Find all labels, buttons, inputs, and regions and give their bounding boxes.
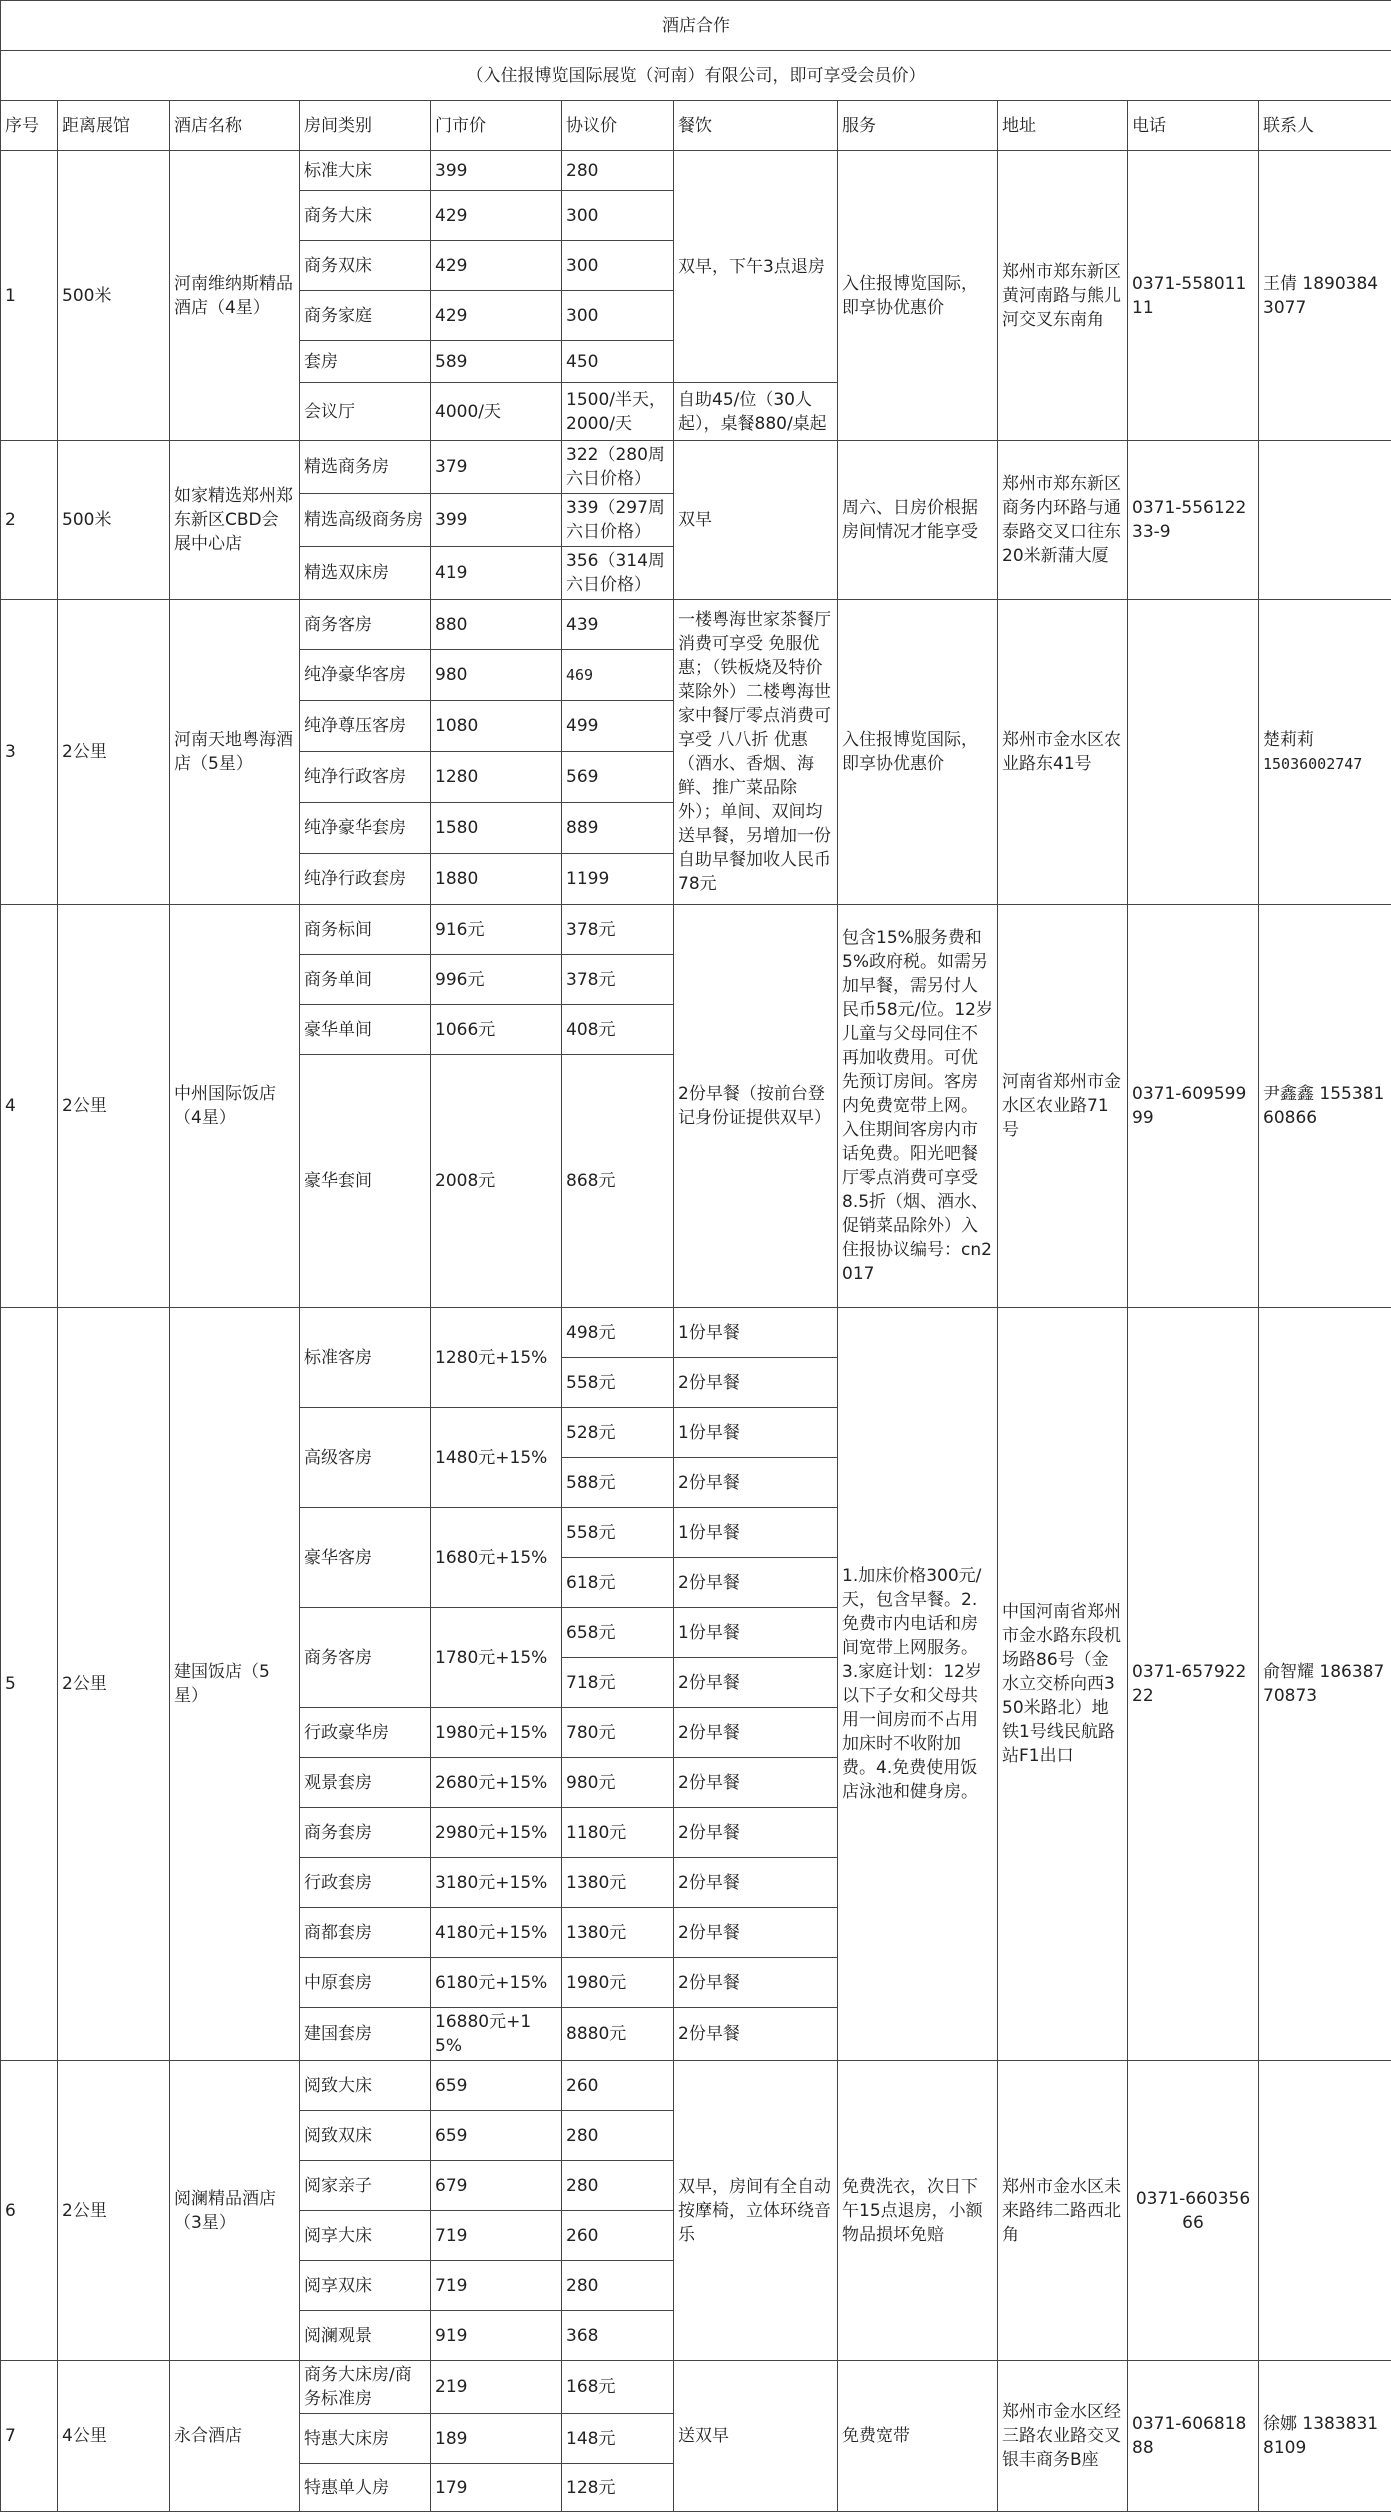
hotel-distance: 2公里 xyxy=(58,1308,170,2061)
rack-price: 1080 xyxy=(431,701,562,752)
deal-price: 280 xyxy=(562,151,674,191)
meal-info-banquet: 自助45/位（30人起），桌餐880/桌起 xyxy=(674,383,838,441)
hotel-name: 河南天地粤海酒店（5星） xyxy=(170,600,300,905)
hotel-no: 5 xyxy=(1,1308,58,2061)
deal-price: 569 xyxy=(562,752,674,803)
service-info: 1.加床价格300元/天，包含早餐。2.免费市内电话和房间宽带上网服务。3.家庭计划：12岁以下子女和父母共用一间房而不占用加床时不收附加费。4.免费使用饭店泳池和健身房。 xyxy=(838,1308,998,2061)
header-deal-price: 协议价 xyxy=(562,101,674,151)
deal-price: 280 xyxy=(562,2161,674,2211)
meal-info: 2份早餐 xyxy=(674,1808,838,1858)
meal-info: 2份早餐 xyxy=(674,1558,838,1608)
rack-price: 1280元+15% xyxy=(431,1308,562,1408)
phone: 0371-60681888 xyxy=(1128,2361,1259,2512)
meal-info: 2份早餐 xyxy=(674,1708,838,1758)
deal-price: 356（314周六日价格） xyxy=(562,547,674,600)
room-type: 阅致双床 xyxy=(300,2111,431,2161)
header-phone: 电话 xyxy=(1128,101,1259,151)
hotel-name: 如家精选郑州郑东新区CBD会展中心店 xyxy=(170,441,300,600)
rack-price: 719 xyxy=(431,2211,562,2261)
contact xyxy=(1259,2061,1391,2361)
hotel-no: 3 xyxy=(1,600,58,905)
rack-price: 1480元+15% xyxy=(431,1408,562,1508)
address: 河南省郑州市金水区农业路71号 xyxy=(998,905,1128,1308)
contact: 俞智耀 18638770873 xyxy=(1259,1308,1391,2061)
deal-price: 300 xyxy=(562,191,674,241)
room-type: 商务套房 xyxy=(300,1808,431,1858)
rack-price: 1066元 xyxy=(431,1005,562,1055)
meal-info: 送双早 xyxy=(674,2361,838,2512)
rack-price: 3180元+15% xyxy=(431,1858,562,1908)
deal-price: 618元 xyxy=(562,1558,674,1608)
hotel-name: 河南维纳斯精品酒店（4星） xyxy=(170,151,300,441)
rack-price: 659 xyxy=(431,2061,562,2111)
deal-price: 168元 xyxy=(562,2361,674,2414)
room-type: 纯净豪华客房 xyxy=(300,650,431,701)
hotel-name: 阅澜精品酒店（3星） xyxy=(170,2061,300,2361)
room-type: 商务大床房/商务标准房 xyxy=(300,2361,431,2414)
hotel-name: 建国饭店（5星） xyxy=(170,1308,300,2061)
rack-price: 980 xyxy=(431,650,562,701)
deal-price: 1380元 xyxy=(562,1858,674,1908)
deal-price: 8880元 xyxy=(562,2008,674,2061)
deal-price: 280 xyxy=(562,2111,674,2161)
rack-price: 179 xyxy=(431,2464,562,2512)
header-hotel-name: 酒店名称 xyxy=(170,101,300,151)
deal-price: 378元 xyxy=(562,955,674,1005)
room-type: 特惠大床房 xyxy=(300,2414,431,2464)
header-contact: 联系人 xyxy=(1259,101,1391,151)
service-info: 入住报博览国际，即享协优惠价 xyxy=(838,600,998,905)
meal-info: 双早，下午3点退房 xyxy=(674,151,838,383)
hotel-distance: 2公里 xyxy=(58,905,170,1308)
deal-price: 280 xyxy=(562,2261,674,2311)
room-type: 纯净尊压客房 xyxy=(300,701,431,752)
address: 郑州市郑东新区商务内环路与通泰路交叉口往东20米新蒲大厦 xyxy=(998,441,1128,600)
meal-info: 2份早餐 xyxy=(674,1958,838,2008)
room-type: 精选商务房 xyxy=(300,441,431,494)
deal-price: 378元 xyxy=(562,905,674,955)
room-type: 豪华套间 xyxy=(300,1055,431,1308)
room-type: 阅澜观景 xyxy=(300,2311,431,2361)
header-distance: 距离展馆 xyxy=(58,101,170,151)
room-type: 商都套房 xyxy=(300,1908,431,1958)
rack-price: 719 xyxy=(431,2261,562,2311)
hotel-name: 永合酒店 xyxy=(170,2361,300,2512)
meal-info: 1份早餐 xyxy=(674,1508,838,1558)
deal-price: 260 xyxy=(562,2061,674,2111)
room-type: 商务标间 xyxy=(300,905,431,955)
room-type: 标准大床 xyxy=(300,151,431,191)
meal-info: 2份早餐 xyxy=(674,2008,838,2061)
header-rack-price: 门市价 xyxy=(431,101,562,151)
room-type: 会议厅 xyxy=(300,383,431,441)
room-type: 套房 xyxy=(300,341,431,383)
room-type: 精选双床房 xyxy=(300,547,431,600)
room-type: 阅致大床 xyxy=(300,2061,431,2111)
table-row xyxy=(1,2061,1391,2111)
rack-price: 1880 xyxy=(431,854,562,905)
deal-price: 469 xyxy=(562,650,674,701)
rack-price: 399 xyxy=(431,151,562,191)
contact xyxy=(1259,600,1391,905)
room-type: 商务大床 xyxy=(300,191,431,241)
deal-price: 889 xyxy=(562,803,674,854)
address: 郑州市郑东新区黄河南路与熊儿河交叉东南角 xyxy=(998,151,1128,441)
room-type: 阅享大床 xyxy=(300,2211,431,2261)
hotel-distance: 4公里 xyxy=(58,2361,170,2512)
meal-info: 2份早餐 xyxy=(674,1458,838,1508)
rack-price: 6180元+15% xyxy=(431,1958,562,2008)
meal-info: 2份早餐 xyxy=(674,1758,838,1808)
deal-price: 368 xyxy=(562,2311,674,2361)
room-type: 商务客房 xyxy=(300,600,431,650)
hotel-no: 7 xyxy=(1,2361,58,2512)
deal-price: 718元 xyxy=(562,1658,674,1708)
contact-name: 楚莉莉 xyxy=(1263,730,1314,750)
table-row xyxy=(1,151,1391,191)
contact: 尹鑫鑫 15538160866 xyxy=(1259,905,1391,1308)
meal-info: 双早，房间有全自动按摩椅，立体环绕音乐 xyxy=(674,2061,838,2361)
rack-price: 4000/天 xyxy=(431,383,562,441)
table-row xyxy=(1,2361,1391,2414)
deal-price: 322（280周六日价格） xyxy=(562,441,674,494)
rack-price: 996元 xyxy=(431,955,562,1005)
room-type: 纯净行政客房 xyxy=(300,752,431,803)
rack-price: 1280 xyxy=(431,752,562,803)
hotel-distance: 500米 xyxy=(58,441,170,600)
header-address: 地址 xyxy=(998,101,1128,151)
room-type: 阅家亲子 xyxy=(300,2161,431,2211)
deal-price: 439 xyxy=(562,600,674,650)
room-type: 商务单间 xyxy=(300,955,431,1005)
service-info: 周六、日房价根据房间情况才能享受 xyxy=(838,441,998,600)
deal-price: 339（297周六日价格） xyxy=(562,494,674,547)
header-meal: 餐饮 xyxy=(674,101,838,151)
room-type: 豪华客房 xyxy=(300,1508,431,1608)
room-type: 精选高级商务房 xyxy=(300,494,431,547)
hotel-distance: 2公里 xyxy=(58,2061,170,2361)
deal-price: 980元 xyxy=(562,1758,674,1808)
deal-price: 588元 xyxy=(562,1458,674,1508)
hotel-distance: 2公里 xyxy=(58,600,170,905)
service-info: 入住报博览国际，即享协优惠价 xyxy=(838,151,998,441)
deal-price: 658元 xyxy=(562,1608,674,1658)
hotel-no: 6 xyxy=(1,2061,58,2361)
service-info: 包含15%服务费和5%政府税。如需另加早餐，需另付人民币58元/位。12岁儿童与父母同住不再加收费用。可优先预订房间。客房内免费宽带上网。入住期间客房内市话免费。阳光吧餐厅零点消费可享受8.5折（烟、酒水、促销菜品除外）入住报协议编号：cn2017 xyxy=(838,905,998,1308)
deal-price: 1199 xyxy=(562,854,674,905)
meal-info: 1份早餐 xyxy=(674,1408,838,1458)
room-type: 高级客房 xyxy=(300,1408,431,1508)
contact-phone: 15036002747 xyxy=(1263,755,1362,773)
header-row xyxy=(1,101,1391,151)
header-service: 服务 xyxy=(838,101,998,151)
phone: 0371-65792222 xyxy=(1128,1308,1259,2061)
room-type: 建国套房 xyxy=(300,2008,431,2061)
service-info: 免费洗衣，次日下午15点退房，小额物品损坏免赔 xyxy=(838,2061,998,2361)
rack-price: 4180元+15% xyxy=(431,1908,562,1958)
deal-price: 1380元 xyxy=(562,1908,674,1958)
rack-price: 2008元 xyxy=(431,1055,562,1308)
phone: 0371-55612233-9 xyxy=(1128,441,1259,600)
room-type: 中原套房 xyxy=(300,1958,431,2008)
room-type: 商务客房 xyxy=(300,1608,431,1708)
rack-price: 189 xyxy=(431,2414,562,2464)
rack-price: 379 xyxy=(431,441,562,494)
deal-price: 558元 xyxy=(562,1508,674,1558)
deal-price: 148元 xyxy=(562,2414,674,2464)
table-row xyxy=(1,905,1391,955)
room-type: 标准客房 xyxy=(300,1308,431,1408)
room-type: 行政套房 xyxy=(300,1858,431,1908)
rack-price: 399 xyxy=(431,494,562,547)
rack-price: 1580 xyxy=(431,803,562,854)
meal-info: 1份早餐 xyxy=(674,1308,838,1358)
rack-price: 429 xyxy=(431,291,562,341)
rack-price: 419 xyxy=(431,547,562,600)
deal-price: 1980元 xyxy=(562,1958,674,2008)
deal-price: 1500/半天，2000/天 xyxy=(562,383,674,441)
room-type: 豪华单间 xyxy=(300,1005,431,1055)
service-info: 免费宽带 xyxy=(838,2361,998,2512)
rack-price: 219 xyxy=(431,2361,562,2414)
hotel-no: 1 xyxy=(1,151,58,441)
header-room-type: 房间类别 xyxy=(300,101,431,151)
meal-info: 一楼粤海世家茶餐厅消费可享受 免服优惠；（铁板烧及特价菜除外）二楼粤海世家中餐厅零点消费可享受 八八折 优惠（酒水、香烟、海鲜、推广菜品除外）；单间、双间均送早餐，另增加一份自助早餐加收人民币78元 xyxy=(674,600,838,905)
deal-price: 558元 xyxy=(562,1358,674,1408)
address: 郑州市金水区未来路纬二路西北角 xyxy=(998,2061,1128,2361)
meal-info: 2份早餐 xyxy=(674,1658,838,1708)
rack-price: 1980元+15% xyxy=(431,1708,562,1758)
contact xyxy=(1259,441,1391,600)
rack-price: 1680元+15% xyxy=(431,1508,562,1608)
meal-info: 2份早餐 xyxy=(674,1358,838,1408)
deal-price: 260 xyxy=(562,2211,674,2261)
meal-info: 2份早餐（按前台登记身份证提供双早） xyxy=(674,905,838,1308)
rack-price: 880 xyxy=(431,600,562,650)
table-title: 酒店合作 xyxy=(1,1,1391,51)
room-type: 观景套房 xyxy=(300,1758,431,1808)
deal-price: 868元 xyxy=(562,1055,674,1308)
deal-price: 528元 xyxy=(562,1408,674,1458)
phone: 0371-60959999 xyxy=(1128,905,1259,1308)
address: 郑州市金水区经三路农业路交叉银丰商务B座 xyxy=(998,2361,1128,2512)
meal-info: 2份早餐 xyxy=(674,1858,838,1908)
room-type: 阅享双床 xyxy=(300,2261,431,2311)
rack-price: 429 xyxy=(431,241,562,291)
table-row xyxy=(1,600,1391,650)
phone: 0371-66035666 xyxy=(1128,2061,1259,2361)
deal-price: 1180元 xyxy=(562,1808,674,1858)
meal-info: 2份早餐 xyxy=(674,1908,838,1958)
deal-price: 499 xyxy=(562,701,674,752)
hotel-distance: 500米 xyxy=(58,151,170,441)
room-type: 商务家庭 xyxy=(300,291,431,341)
address: 中国河南省郑州市金水路东段机场路86号（金水立交桥向西350米路北）地铁1号线民航路站F1出口 xyxy=(998,1308,1128,2061)
phone xyxy=(1128,600,1259,905)
rack-price: 429 xyxy=(431,191,562,241)
room-type: 商务双床 xyxy=(300,241,431,291)
deal-price: 300 xyxy=(562,291,674,341)
rack-price: 1780元+15% xyxy=(431,1608,562,1708)
rack-price: 916元 xyxy=(431,905,562,955)
address: 郑州市金水区农业路东41号 xyxy=(998,600,1128,905)
room-type: 行政豪华房 xyxy=(300,1708,431,1758)
phone: 0371-55801111 xyxy=(1128,151,1259,441)
room-type: 特惠单人房 xyxy=(300,2464,431,2512)
table-subtitle: （入住报博览国际展览（河南）有限公司，即可享受会员价） xyxy=(1,51,1391,101)
room-type: 纯净豪华套房 xyxy=(300,803,431,854)
deal-price: 450 xyxy=(562,341,674,383)
rack-price: 919 xyxy=(431,2311,562,2361)
rack-price: 2980元+15% xyxy=(431,1808,562,1858)
deal-price: 780元 xyxy=(562,1708,674,1758)
meal-info: 双早 xyxy=(674,441,838,600)
contact: 徐娜 13838318109 xyxy=(1259,2361,1391,2512)
header-no: 序号 xyxy=(1,101,58,151)
rack-price: 16880元+15% xyxy=(431,2008,562,2061)
deal-price: 300 xyxy=(562,241,674,291)
hotel-no: 4 xyxy=(1,905,58,1308)
room-type: 纯净行政套房 xyxy=(300,854,431,905)
rack-price: 2680元+15% xyxy=(431,1758,562,1808)
rack-price: 659 xyxy=(431,2111,562,2161)
table-row xyxy=(1,1308,1391,1358)
hotel-no: 2 xyxy=(1,441,58,600)
hotel-name: 中州国际饭店（4星） xyxy=(170,905,300,1308)
deal-price: 128元 xyxy=(562,2464,674,2512)
rack-price: 589 xyxy=(431,341,562,383)
deal-price: 498元 xyxy=(562,1308,674,1358)
table-row xyxy=(1,441,1391,494)
contact: 王倩 18903843077 xyxy=(1259,151,1391,441)
rack-price: 679 xyxy=(431,2161,562,2211)
meal-info: 1份早餐 xyxy=(674,1608,838,1658)
deal-price: 408元 xyxy=(562,1005,674,1055)
